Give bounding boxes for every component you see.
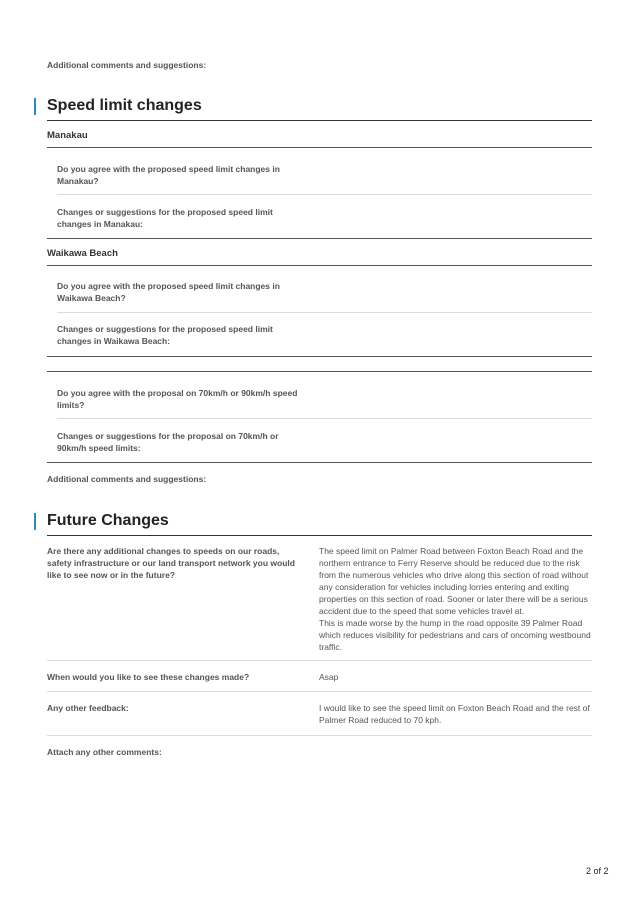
question-when-changes: When would you like to see these changes made? [47, 672, 250, 682]
answer-additional-changes: The speed limit on Palmer Road between Foxton Beach Road and the northern entrance to Ferry Reserve should be reduced due to the risk from the numerous vehicles who drive along this section of road without any consideration for vehicles including lorries entering and exiting properties on this section of road. Sooner or later there will be a serious accident due to the speed that some vehicles travel at. This is made worse by the hump in the road opposite 39 Palmer Road which reduces visibility for pedestrians and cars of oncoming westbound traffic. [319, 546, 591, 652]
question-waikawa-suggestions: Changes or suggestions for the proposed speed limit changes in Waikawa Beach: [57, 324, 273, 346]
speed-comments-label: Additional comments and suggestions: [47, 474, 207, 484]
attach-comments-label: Attach any other comments: [47, 747, 162, 757]
group-divider [47, 356, 592, 357]
question-70-90-suggestions: Changes or suggestions for the proposal on 70km/h or 90km/h speed limits: [57, 431, 279, 453]
row-divider [47, 691, 592, 692]
group-divider [47, 462, 592, 463]
top-comments-label: Additional comments and suggestions: [47, 60, 207, 70]
row-divider [47, 660, 592, 661]
group-divider [47, 238, 592, 239]
section-accent-bar [34, 513, 36, 530]
section-accent-bar [34, 98, 36, 115]
row-divider [57, 418, 592, 419]
subheading-divider [47, 371, 592, 372]
row-divider [57, 194, 592, 195]
question-70-90-agree: Do you agree with the proposal on 70km/h or 90km/h speed limits? [57, 388, 298, 410]
row-divider [47, 735, 592, 736]
section-title-future-changes: Future Changes [47, 512, 169, 529]
subheading-divider [47, 265, 592, 266]
subheading-manakau: Manakau [47, 130, 88, 141]
page-number: 2 of 2 [586, 866, 609, 876]
section-divider [47, 535, 592, 536]
answer-when-changes: Asap [319, 672, 339, 682]
question-waikawa-agree: Do you agree with the proposed speed limit changes in Waikawa Beach? [57, 281, 280, 303]
question-manakau-agree: Do you agree with the proposed speed limit changes in Manakau? [57, 164, 280, 186]
question-other-feedback: Any other feedback: [47, 703, 129, 713]
subheading-divider [47, 147, 592, 148]
row-divider [57, 312, 592, 313]
question-additional-changes: Are there any additional changes to speeds on our roads, safety infrastructure or our land transport network you would like to see now or in the future? [47, 546, 295, 580]
section-title-speed-limit: Speed limit changes [47, 97, 202, 114]
section-divider [47, 120, 592, 121]
subheading-waikawa-beach: Waikawa Beach [47, 248, 118, 259]
answer-other-feedback: I would like to see the speed limit on Foxton Beach Road and the rest of Palmer Road reduced to 70 kph. [319, 703, 590, 725]
question-manakau-suggestions: Changes or suggestions for the proposed speed limit changes in Manakau: [57, 207, 273, 229]
